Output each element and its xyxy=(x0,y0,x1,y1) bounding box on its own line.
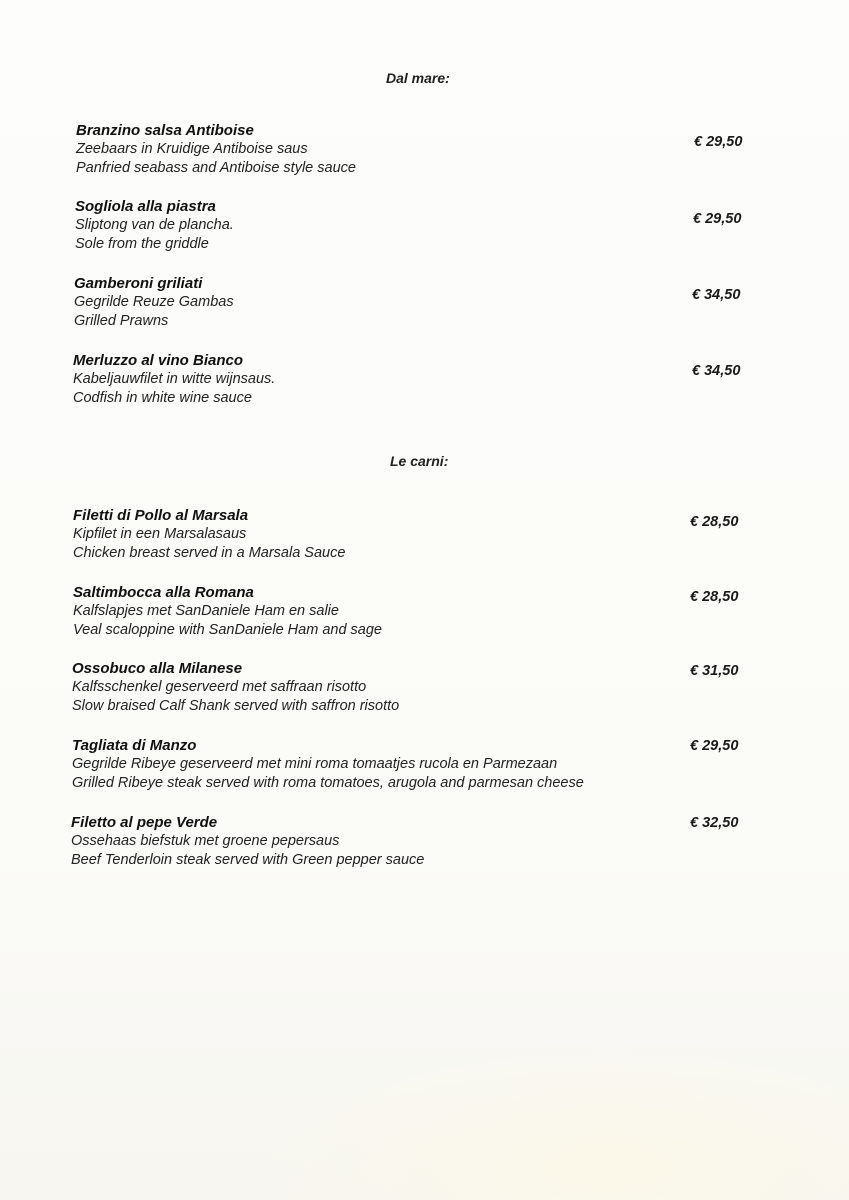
menu-item-ossobuco xyxy=(72,659,772,716)
dish-description-nl: Zeebaars in Kruidige Antiboise saus xyxy=(76,141,308,157)
dish-price: € 34,50 xyxy=(692,363,741,379)
dish-description-nl: Ossehaas biefstuk met groene pepersaus xyxy=(71,833,340,849)
dish-description-en: Panfried seabass and Antiboise style sauce xyxy=(76,160,356,176)
menu-item-pollo-marsala xyxy=(73,506,773,563)
dish-name: Filetto al pepe Verde xyxy=(71,814,218,831)
dish-description-nl: Sliptong van de plancha. xyxy=(75,217,234,233)
dish-name: Gamberoni griliati xyxy=(74,275,203,292)
dish-price: € 28,50 xyxy=(690,589,739,605)
dish-description-en: Beef Tenderloin steak served with Green pepper sauce xyxy=(71,852,425,868)
menu-item-saltimbocca xyxy=(73,583,773,640)
dish-description-en: Veal scaloppine with SanDaniele Ham and sage xyxy=(73,622,382,638)
dish-price: € 29,50 xyxy=(694,134,743,150)
dish-price: € 34,50 xyxy=(692,287,741,303)
section-title-dal-mare: Dal mare: xyxy=(386,70,450,86)
dish-name: Merluzzo al vino Bianco xyxy=(73,352,244,369)
dish-description-en: Sole from the griddle xyxy=(75,236,209,252)
dish-price: € 29,50 xyxy=(693,211,742,227)
dish-description-en: Codfish in white wine sauce xyxy=(73,390,252,406)
dish-name: Saltimbocca alla Romana xyxy=(73,584,254,601)
dish-description-en: Grilled Prawns xyxy=(74,313,169,329)
dish-name: Ossobuco alla Milanese xyxy=(72,660,243,677)
menu-item-tagliata xyxy=(72,736,672,793)
menu-item-merluzzo xyxy=(73,351,773,408)
dish-description-en: Slow braised Calf Shank served with saffron risotto xyxy=(72,698,400,714)
paper-light-reflection xyxy=(250,1040,849,1200)
dish-name: Filetti di Pollo al Marsala xyxy=(73,507,249,524)
menu-item-filetto-pepe-verde xyxy=(71,813,771,870)
section-title-le-carni: Le carni: xyxy=(390,453,449,469)
dish-description-nl: Kalfslapjes met SanDaniele Ham en salie xyxy=(73,603,339,619)
dish-name: Tagliata di Manzo xyxy=(72,737,197,754)
menu-item-gamberoni xyxy=(74,274,774,331)
dish-price: € 32,50 xyxy=(690,815,739,831)
menu-item-branzino xyxy=(76,121,776,178)
dish-name: Branzino salsa Antiboise xyxy=(76,122,254,139)
dish-description-en: Chicken breast served in a Marsala Sauce xyxy=(73,545,346,561)
dish-description-nl: Kabeljauwfilet in witte wijnsaus. xyxy=(73,371,276,387)
dish-description-nl: Kalfsschenkel geserveerd met saffraan risotto xyxy=(72,679,367,695)
dish-description-nl: Gegrilde Reuze Gambas xyxy=(74,294,234,310)
dish-price: € 31,50 xyxy=(690,663,739,679)
dish-name: Sogliola alla piastra xyxy=(75,198,216,215)
dish-description-en: Grilled Ribeye steak served with roma tomatoes, arugola and parmesan cheese xyxy=(72,775,584,791)
dish-price: € 28,50 xyxy=(690,514,739,530)
dish-description-nl: Kipfilet in een Marsalasaus xyxy=(73,526,247,542)
dish-price: € 29,50 xyxy=(690,738,739,754)
menu-item-sogliola xyxy=(75,197,775,254)
dish-description-nl: Gegrilde Ribeye geserveerd met mini roma tomaatjes rucola en Parmezaan xyxy=(72,756,558,772)
